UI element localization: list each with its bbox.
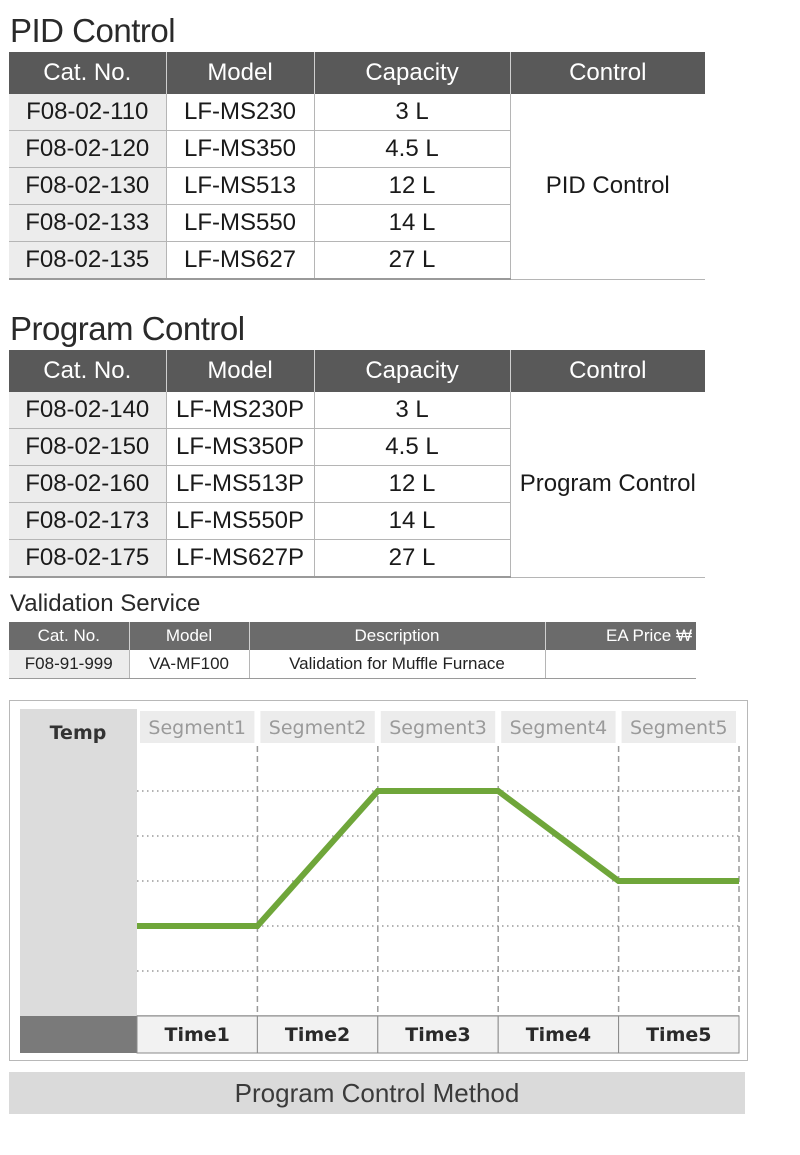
cat-no-cell: F08-02-110 <box>9 94 166 131</box>
capacity-cell: 12 L <box>314 168 510 205</box>
cat-no-cell: F08-02-120 <box>9 131 166 168</box>
column-header-control: Control <box>510 52 705 94</box>
model-cell: LF-MS230P <box>166 392 314 429</box>
segment-label: Segment5 <box>630 717 728 739</box>
capacity-cell: 4.5 L <box>314 131 510 168</box>
capacity-cell: 14 L <box>314 205 510 242</box>
column-header-description: Description <box>249 622 545 650</box>
capacity-cell: 12 L <box>314 466 510 503</box>
column-header-model: Model <box>166 52 314 94</box>
model-cell: LF-MS627 <box>166 242 314 280</box>
column-header-capacity: Capacity <box>314 350 510 392</box>
table-row <box>9 94 705 131</box>
cat-no-cell: F08-02-133 <box>9 205 166 242</box>
cat-no-cell: F08-02-150 <box>9 429 166 466</box>
model-cell: LF-MS230 <box>166 94 314 131</box>
column-header-model: Model <box>166 350 314 392</box>
capacity-cell: 3 L <box>314 94 510 131</box>
capacity-cell: 27 L <box>314 242 510 280</box>
capacity-cell: 14 L <box>314 503 510 540</box>
cat-no-cell: F08-02-140 <box>9 392 166 429</box>
model-cell: LF-MS513P <box>166 466 314 503</box>
segment-label: Segment1 <box>148 717 246 739</box>
model-cell: LF-MS513 <box>166 168 314 205</box>
program-control-chart <box>9 700 748 1061</box>
model-cell: LF-MS350 <box>166 131 314 168</box>
cat-no-cell: F08-02-160 <box>9 466 166 503</box>
segment-label: Segment4 <box>509 717 608 739</box>
table-header-row <box>9 350 705 392</box>
series-line-group <box>137 791 739 926</box>
segment-header-group <box>140 711 736 743</box>
column-header-cat-no: Cat. No. <box>9 350 166 392</box>
validation-service-table <box>9 622 696 679</box>
x-tick-label: Time5 <box>646 1024 712 1046</box>
price-cell <box>545 650 696 679</box>
control-cell: Program Control <box>510 392 705 577</box>
table-row <box>9 650 696 679</box>
x-tick-label: Time3 <box>405 1024 471 1046</box>
model-cell: LF-MS350P <box>166 429 314 466</box>
temperature-profile-line <box>137 791 739 926</box>
cat-no-cell: F08-02-175 <box>9 540 166 578</box>
model-cell: VA-MF100 <box>129 650 249 679</box>
corner-block <box>20 1016 137 1053</box>
time-label-group <box>137 1016 739 1053</box>
table-header-row <box>9 52 705 94</box>
column-header-ea-price: EA Price ₩ <box>545 622 696 650</box>
model-cell: LF-MS550 <box>166 205 314 242</box>
validation-service-title: Validation Service <box>10 590 201 617</box>
cat-no-cell: F08-02-135 <box>9 242 166 280</box>
figure-caption: Program Control Method <box>9 1072 745 1114</box>
column-header-model: Model <box>129 622 249 650</box>
table-header-row <box>9 622 696 650</box>
program-control-title: Program Control <box>10 310 245 347</box>
description-cell: Validation for Muffle Furnace <box>249 650 545 679</box>
cat-no-cell: F08-02-173 <box>9 503 166 540</box>
segment-label: Segment3 <box>389 717 487 739</box>
column-header-cat-no: Cat. No. <box>9 52 166 94</box>
cat-no-cell: F08-91-999 <box>9 650 129 679</box>
x-tick-label: Time4 <box>525 1024 592 1046</box>
model-cell: LF-MS627P <box>166 540 314 578</box>
column-header-cat-no: Cat. No. <box>9 622 129 650</box>
capacity-cell: 4.5 L <box>314 429 510 466</box>
ylabel-panel <box>20 709 137 1016</box>
column-header-control: Control <box>510 350 705 392</box>
pid-control-table <box>9 52 705 280</box>
control-cell: PID Control <box>510 94 705 279</box>
column-header-capacity: Capacity <box>314 52 510 94</box>
pid-control-title: PID Control <box>10 12 176 49</box>
segment-label: Segment2 <box>268 717 367 739</box>
capacity-cell: 3 L <box>314 392 510 429</box>
chart-svg <box>10 701 747 1060</box>
program-control-table <box>9 350 705 578</box>
x-tick-label: Time1 <box>164 1024 230 1046</box>
capacity-cell: 27 L <box>314 540 510 578</box>
table-row <box>9 392 705 429</box>
x-tick-label: Time2 <box>284 1024 351 1046</box>
cat-no-cell: F08-02-130 <box>9 168 166 205</box>
y-axis-label: Temp <box>49 722 107 744</box>
model-cell: LF-MS550P <box>166 503 314 540</box>
